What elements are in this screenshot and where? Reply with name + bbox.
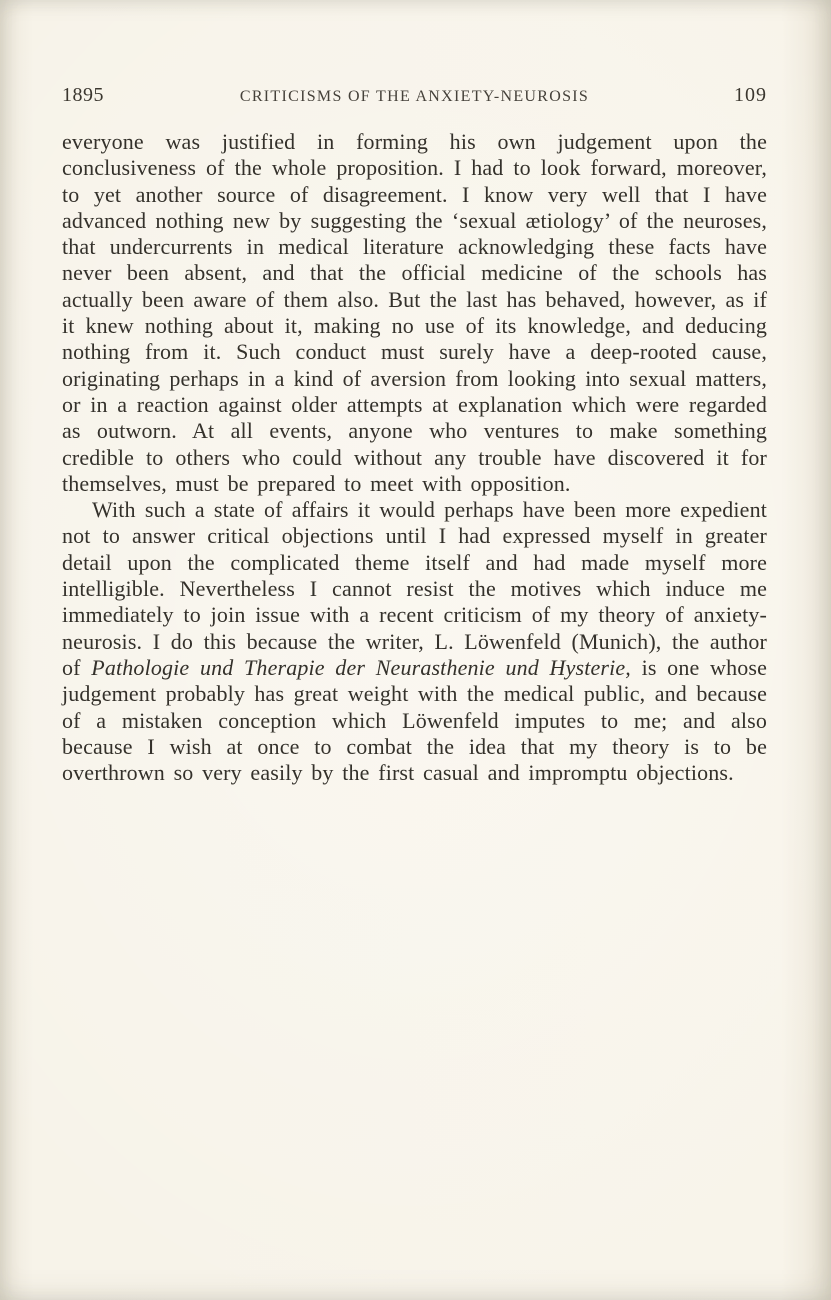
header-page-number: 109 <box>734 84 767 106</box>
body-text <box>62 129 767 786</box>
paragraph-1 <box>62 129 767 497</box>
header-title: CRITICISMS OF THE ANXIETY-NEUROSIS <box>239 88 590 105</box>
paragraph-2-text-after-italic: is one whose judgement probably has great weight with the medical public, and because of a mistaken conception which Löwenfeld imputes to me; and also because I wish at once to combat the idea that my theory is to be overthrown so very easily by the first casual and impromptu objections. <box>62 654 767 786</box>
paragraph-2-text-before-italic: With such a state of affairs it would perhaps have been more expedient not to answer critical objections until I had expressed myself in greater detail upon the complicated theme itself and had made myself more intelligible. Nevertheless I cannot resist the motives which induce me immediately to join issue with a recent criticism of my theory of anxiety-neurosis. I do this because the writer, L. Löwenfeld (Munich), the author of <box>62 497 767 680</box>
paragraph-1-text: everyone was justified in forming his own judgement upon the conclusiveness of the whole proposition. I had to look forward, moreover, to yet another source of disagreement. I know very well that I have advanced nothing new by suggesting the ‘sexual ætiology’ of the neuroses, that undercurrents in medical literature acknowledging these facts have never been absent, and that the official medicine of the schools has actually been aware of them also. But the last has behaved, however, as if it knew nothing about it, making no use of its knowledge, and deducing nothing from it. Such conduct must surely have a deep-rooted cause, originating perhaps in a kind of aversion from looking into sexual matters, or in a reaction against older attempts at explanation which were regarded as outworn. At all events, anyone who ventures to make something credible to others who could without any trouble have discovered it for themselves, must be prepared to meet with opposition. <box>62 129 767 496</box>
paragraph-2 <box>62 497 767 786</box>
page-content <box>62 0 767 786</box>
paragraph-2-book-title-italic: Pathologie und Therapie der Neurasthenie und Hysterie, <box>91 654 631 680</box>
running-head <box>62 84 767 107</box>
header-year: 1895 <box>62 84 104 106</box>
